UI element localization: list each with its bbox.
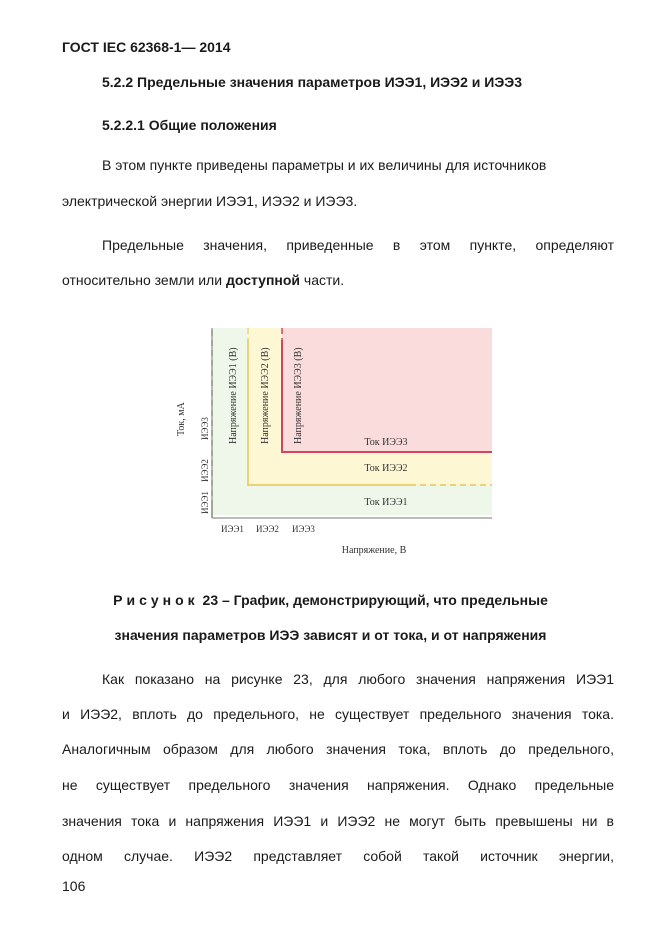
para1-line2: электрической энергии ИЭЭ1, ИЭЭ2 и ИЭЭ3. (62, 193, 358, 209)
limits-chart (160, 318, 500, 563)
zone-iee3 (282, 328, 492, 452)
x-tick-iee2: ИЭЭ2 (256, 524, 279, 534)
caption-line1-rest: 23 – График, демонстрирующий, что предельные (198, 592, 548, 608)
current-label-iee3: Ток ИЭЭ3 (364, 437, 408, 448)
caption-word: Рисунок (113, 592, 199, 608)
para3-line3: Аналогичным образом для любого значения тока, вплоть до предельного, (62, 741, 614, 757)
voltage-label-iee2: Напряжение ИЭЭ2 (В) (260, 347, 271, 444)
x-tick-iee3: ИЭЭ3 (292, 524, 315, 534)
y-tick-iee1: ИЭЭ1 (200, 491, 210, 514)
para3-line4: не существует предельного значения напряжения. Однако предельные (62, 777, 614, 793)
y-tick-iee3: ИЭЭ3 (200, 417, 210, 440)
y-tick-iee2: ИЭЭ2 (200, 459, 210, 482)
para3-line5: значения тока и напряжения ИЭЭ1 и ИЭЭ2 не могут быть превышены ни в (62, 813, 614, 829)
para1-line1: В этом пункте приведены параметры и их величины для источников (102, 157, 547, 173)
subsection-title: 5.2.2.1 Общие положения (102, 117, 277, 133)
page-number: 106 (62, 878, 86, 894)
para3-line1: Как показано на рисунке 23, для любого значения напряжения ИЭЭ1 (102, 671, 614, 687)
figure-23 (160, 318, 500, 563)
para2-line2-pre: относительно земли или (62, 272, 226, 288)
para2-line2-post: части. (300, 272, 345, 288)
current-label-iee1: Ток ИЭЭ1 (364, 497, 408, 508)
y-axis-label: Ток, мА (176, 402, 187, 436)
para2-line2 (62, 272, 344, 288)
figure-caption-line1 (0, 592, 661, 608)
para2-line1: Предельные значения, приведенные в этом пункте, определяют (102, 237, 614, 253)
x-tick-iee1: ИЭЭ1 (221, 524, 244, 534)
figure-caption-line2: значения параметров ИЭЭ зависят и от тока, и от напряжения (114, 627, 547, 643)
para3-line2: и ИЭЭ2, вплоть до предельного, не существует предельного значения тока. (62, 706, 614, 722)
voltage-label-iee3: Напряжение ИЭЭ3 (В) (293, 347, 304, 444)
voltage-label-iee1: Напряжение ИЭЭ1 (В) (228, 347, 239, 444)
current-label-iee2: Ток ИЭЭ2 (364, 463, 408, 474)
para3-line6: одном случае. ИЭЭ2 представляет собой такой источник энергии, (62, 848, 614, 864)
x-axis-label: Напряжение, В (341, 545, 407, 556)
para2-line2-bold: доступной (225, 272, 301, 288)
document-header: ГОСТ IEC 62368-1— 2014 (62, 39, 231, 55)
section-title: 5.2.2 Предельные значения параметров ИЭЭ1, ИЭЭ2 и ИЭЭ3 (102, 74, 523, 90)
